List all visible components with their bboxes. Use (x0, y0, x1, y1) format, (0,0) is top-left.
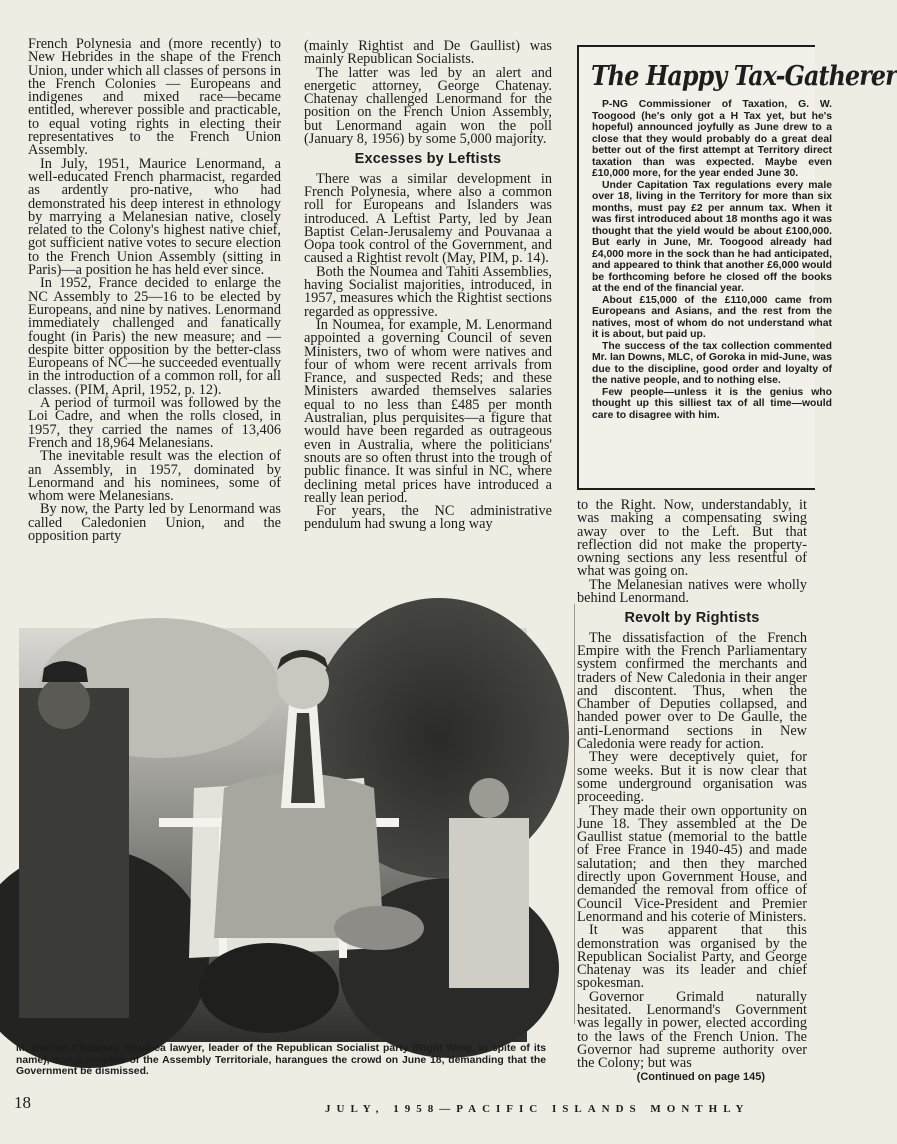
paragraph: P-NG Commissioner of Taxation, G. W. Toogood (he's only got a H Tax yet, but he's hopeful) announced joyfully as June drew to a close that they would probably do a great deal better out of the first attempt at Territory direct taxation than was expected. Maybe even £10,000 more, for the year ended June 30. (592, 99, 832, 179)
paragraph: For years, the NC administrative pendulum had swung a long way (304, 503, 552, 533)
paragraph: There was a similar development in French Polynesia, where also a common roll for Europeans and Islanders was introduced. A Leftist Party, led by Jean Baptist Celan-Jerusalemy and Pouvanaa a Oopa took control of the Government, and caused a Rightist revolt (May, PIM, p. 14). (304, 170, 552, 267)
paragraph: The latter was led by an alert and energetic attorney, George Chatenay. Chatenay challenged Lenormand for the position on the French Union Assembly, but Lenormand again won the poll (January 8, 1956) by some 5,000 majority. (304, 64, 552, 148)
photo-illustration (19, 628, 527, 1042)
paragraph: In 1952, France decided to enlarge the NC Assembly to 25—16 to be elected by Europeans, and nine by natives. Lenormand immediately challenged and fanatically fought (in Paris) the new measure; and —despite bitter opposition by the better-class Europeans of NC—he succeeded eventually in the introduction of a common roll, for all classes. (PIM, April, 1952, p. 12). (28, 275, 281, 398)
article-column-2 (304, 40, 552, 532)
heading-excesses-by-leftists: Excesses by Leftists (354, 151, 502, 168)
paragraph: By now, the Party led by Lenormand was called Caledonien Union, and the opposition party (28, 501, 281, 544)
col3-intro (577, 499, 807, 605)
article-column-1 (28, 38, 281, 543)
paragraph: About £15,000 of the £110,000 came from Europeans and Asians, and the rest from the natives, most of whom do not understand what it is about, but paid up. (592, 294, 832, 340)
paragraph: Both the Noumea and Tahiti Assemblies, having Socialist majorities, introduced, in 1957, measures which the Rightist sections regarded as oppressive. (304, 263, 552, 320)
paragraph: The inevitable result was the election of an Assembly, in 1957, dominated by Lenormand and his nominees, some of whom were Melanesians. (28, 448, 281, 505)
paragraph: Governor Grimald naturally hesitated. Lenormand's Government was legally in power, elected according to the laws of the French Union. The Governor had supreme authority over the Colony; but was (577, 988, 807, 1072)
paragraph: French Polynesia and (more recently) to New Hebrides in the shape of the French Union, under which all classes of persons in the French Colonies — Europeans and indigenes and mixed race—became entitled, wherever possible and practicable, to equal voting rights in electing their representatives to the French Union Assembly. (28, 36, 281, 159)
article-column-3 (577, 499, 807, 1085)
paragraph: It was apparent that this demonstration was organised by the Republican Socialist Party, and George Chatenay was its leader and chief spokesman. (577, 922, 807, 992)
continued-note: (Continued on page 145) (636, 1071, 765, 1084)
footer-dash: — (439, 1103, 457, 1115)
paragraph: They made their own opportunity on June 18. They assembled at the De Gaullist statue (memorial to the battle of Free France in 1940-45) and made salutation; and then they marched directly upon Government House, and demanded the removal from office of Council Vice-President and Premier Lenormand and his coterie of Ministers. (577, 802, 807, 925)
sidebar-title: The Happy Tax-Gatherer (591, 61, 897, 92)
col2-intro (304, 40, 552, 146)
paragraph: Few people—unless it is the genius who thought up this silliest tax of all time—would care to disagree with him. (592, 386, 832, 421)
paragraph: (mainly Rightist and De Gaullist) was mainly Republican Socialists. (304, 38, 552, 68)
paragraph: to the Right. Now, understandably, it was making a compensating swing away over to the Left. But that reflection did not make the property-owning sections any less resentful of what was going on. (577, 497, 807, 580)
paragraph: A period of turmoil was followed by the Loi Cadre, and when the rolls closed, in 1957, they carried the names of 13,406 French and 18,964 Melanesians. (28, 395, 281, 451)
paragraph: Under Capitation Tax regulations every male over 18, living in the Territory for more than six months, must pay £2 per annum tax. When it was first introduced about 18 months ago it was thought that the yield would be about £100,000. But early in June, Mr. Toogood already had £4,000 more in the sock than he had anticipated, and appeared to think that another £6,000 would be forthcoming before he closed off the books at the end of the financial year. (592, 179, 832, 294)
paragraph: In July, 1951, Maurice Lenormand, a well-educated French pharmacist, regarded as ardently pro-native, who had demonstrated his deep interest in ethnology by marrying a Melanesian native, closely related to the Colony's highest native chief, got sufficient native votes to secure election to the French Union Assembly (sitting in Paris)—a position he has held ever since. (28, 155, 281, 279)
photo-chatenay-speaking (19, 628, 527, 1042)
heading-revolt-by-rightists: Revolt by Rightists (624, 610, 760, 627)
column-rule (574, 604, 575, 1024)
running-footer (325, 1103, 749, 1115)
footer-publication: PACIFIC ISLANDS MONTHLY (456, 1103, 750, 1115)
sidebar-box-happy-tax-gatherer (577, 45, 897, 490)
page-number: 18 (14, 1093, 31, 1112)
col3-revolt (577, 629, 807, 1072)
paragraph: The dissatisfaction of the French Empire with the French Parliamentary system confirmed the merchants and traders of New Caledonia in their anger and discontent. Thus, when the Chamber of Deputies collapsed, and handed power over to De Gaulle, the anti-Lenormand sections in New Caledonia were ready for action. (577, 629, 807, 753)
col2-excesses (304, 170, 552, 533)
paragraph: The success of the tax collection commented Mr. Ian Downs, MLC, of Goroka in mid-June, was due to the discipline, good order and loyalty of the native people, and to nothing else. (592, 340, 832, 386)
paragraph: They were deceptively quiet, for some weeks. But it is now clear that some underground organisation was proceeding. (577, 749, 807, 806)
paragraph: The Melanesian natives were wholly behind Lenormand. (577, 576, 807, 607)
sidebar-body (592, 99, 832, 421)
paragraph: In Noumea, for example, M. Lenormand appointed a governing Council of seven Ministers, two of whom were natives and four of whom were recent arrivals from France, and suspected Reds; and these Ministers awarded themselves salaries equal to no less than £485 per month Australian, plus perquisites—a figure that would have been regarded as outrageous even in Australia, where the politicians' snouts are so often thrust into the trough of public finance. It was sinful in NC, where declining metal prices have introduced a really lean period. (304, 316, 552, 506)
photo-caption: M. George Chatenay, Noumea lawyer, leader of the Republican Socialist party (Right Wing, in spite of its name), and a member of the Assembly Territoriale, harangues the crowd on June 18, demanding that the Government be dismissed. (16, 1043, 546, 1077)
footer-issue: JULY, 1958 (325, 1103, 440, 1115)
